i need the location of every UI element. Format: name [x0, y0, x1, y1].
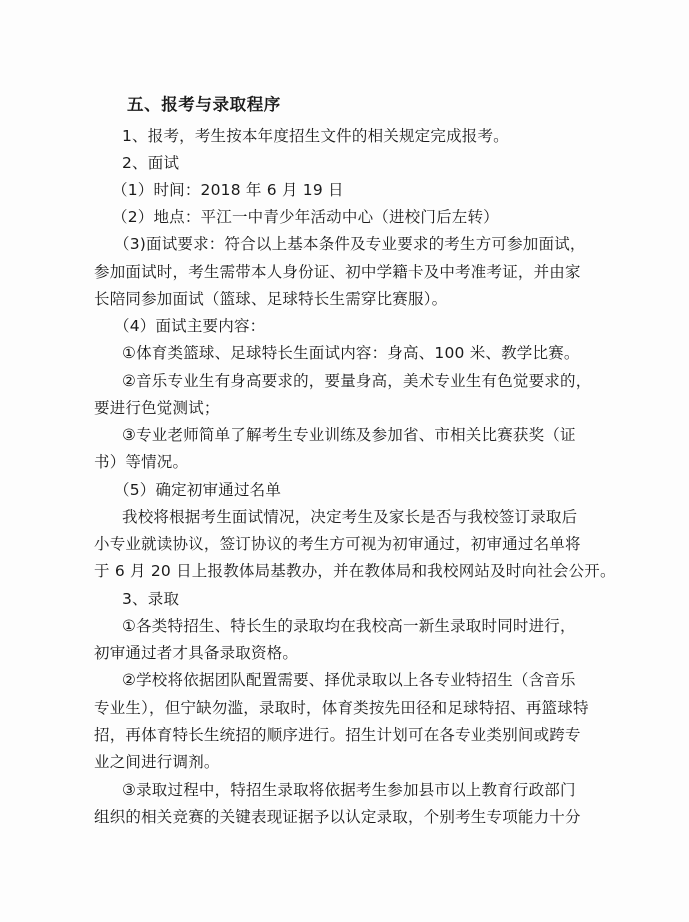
- text-line: 业之间进行调剂。: [94, 753, 220, 771]
- text-line: （2）地点：平江一中青少年活动中心（进校门后左转）: [112, 208, 499, 226]
- text-line: 组织的相关竞赛的关键表现证据予以认定录取，个别考生专项能力十分: [94, 808, 581, 826]
- text-line: 1、报考，考生按本年度招生文件的相关规定完成报考。: [122, 127, 509, 145]
- text-line: 我校将根据考生面试情况，决定考生及家长是否与我校签订录取后: [122, 508, 578, 526]
- text-line: （5）确定初审通过名单: [114, 481, 282, 499]
- section-heading: 五、报考与录取程序: [127, 95, 281, 114]
- text-line: ①体育类篮球、足球特长生面试内容：身高、100 米、教学比赛。: [122, 344, 580, 362]
- text-line: 初审通过者才具备录取资格。: [94, 644, 299, 662]
- text-line: ③专业老师简单了解考生专业训练及参加省、市相关比赛获奖（证: [122, 426, 576, 444]
- text-line: ②音乐专业生有身高要求的，要量身高，美术专业生有色觉要求的，: [122, 372, 592, 390]
- text-line: 书）等情况。: [94, 453, 189, 471]
- text-line: （3)面试要求：符合以上基本条件及专业要求的考生方可参加面试，: [114, 235, 586, 253]
- text-line: 长陪同参加面试（篮球、足球特长生需穿比赛服）。: [94, 290, 448, 308]
- text-line: 招，再体育特长生统招的顺序进行。招生计划可在各专业类别间或跨专: [94, 726, 581, 744]
- text-line: ①各类特招生、特长生的录取均在我校高一新生录取时同时进行，: [122, 617, 576, 635]
- text-line: 小专业就读协议，签订协议的考生方可视为初审通过，初审通过名单将: [94, 535, 581, 553]
- text-line: 专业生），但宁缺勿滥，录取时，体育类按先田径和足球特招、再篮球特: [94, 699, 589, 717]
- text-line: 于 6 月 20 日上报教体局基教办，并在教体局和我校网站及时向社会公开。: [94, 562, 616, 580]
- text-line: ②学校将依据团队配置需要、择优录取以上各专业特招生（含音乐: [122, 671, 576, 689]
- text-line: 2、面试: [122, 154, 180, 172]
- text-line: （1）时间：2018 年 6 月 19 日: [112, 181, 344, 199]
- text-line: 参加面试时，考生需带本人身份证、初中学籍卡及中考准考证，并由家: [94, 263, 581, 281]
- text-line: 要进行色觉测试；: [94, 399, 220, 417]
- text-line: ③录取过程中，特招生录取将依据考生参加县市以上教育行政部门: [122, 781, 576, 799]
- text-line: （4）面试主要内容：: [114, 317, 266, 335]
- text-line: 3、录取: [122, 590, 180, 608]
